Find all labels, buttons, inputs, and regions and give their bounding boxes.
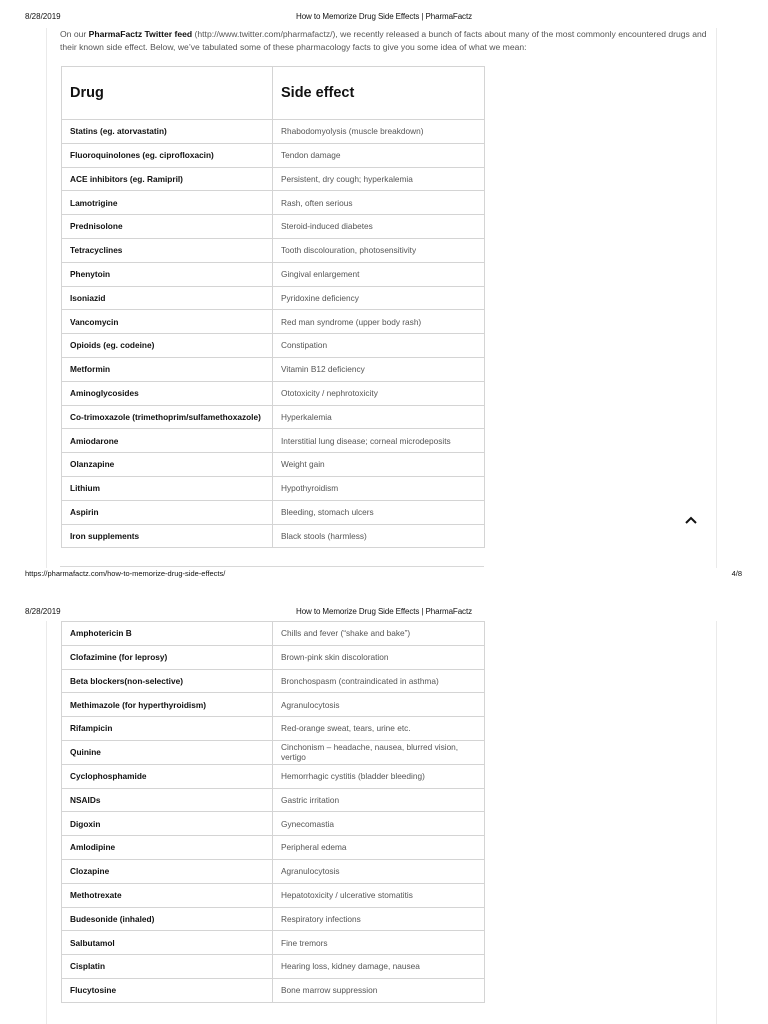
- side-effect-cell: Bone marrow suppression: [273, 978, 485, 1002]
- intro-text-end: (http://www.twitter.com/pharmafactz/), we recently released a bunch of facts about many of the most commonly encountered drugs and their known side effect. Below, we’ve tabulated some of these pharmacology facts to give you some idea of what we mean:: [60, 29, 707, 52]
- content-border-right: [716, 28, 717, 568]
- side-effect-cell: Pyridoxine deficiency: [273, 286, 485, 310]
- drug-name-cell: Amiodarone: [62, 429, 273, 453]
- twitter-feed-link[interactable]: PharmaFactz Twitter feed: [88, 29, 193, 39]
- table-row: [62, 645, 485, 669]
- side-effects-table: [61, 66, 485, 548]
- page-footer: [0, 569, 768, 581]
- print-title: How to Memorize Drug Side Effects | PharmaFactz: [296, 12, 472, 21]
- page-header: [0, 12, 768, 24]
- table-row: [62, 143, 485, 167]
- drug-name-cell: Statins (eg. atorvastatin): [62, 120, 273, 144]
- table-row: [62, 120, 485, 144]
- side-effect-cell: Constipation: [273, 334, 485, 358]
- drug-name-cell: Aspirin: [62, 500, 273, 524]
- table-row: [62, 693, 485, 717]
- side-effect-cell: Gynecomastia: [273, 812, 485, 836]
- side-effect-cell: Bronchospasm (contraindicated in asthma): [273, 669, 485, 693]
- drug-name-cell: Amlodipine: [62, 836, 273, 860]
- drug-name-cell: Flucytosine: [62, 978, 273, 1002]
- page-number: 4/8: [731, 569, 742, 578]
- drug-name-cell: Opioids (eg. codeine): [62, 334, 273, 358]
- table-row: [62, 978, 485, 1002]
- page-gap: [0, 583, 768, 598]
- side-effect-cell: Persistent, dry cough; hyperkalemia: [273, 167, 485, 191]
- side-effect-cell: Chills and fever (“shake and bake”): [273, 622, 485, 646]
- table-row: [62, 859, 485, 883]
- drug-name-cell: Phenytoin: [62, 262, 273, 286]
- drug-name-cell: Lamotrigine: [62, 191, 273, 215]
- side-effect-cell: Black stools (harmless): [273, 524, 485, 548]
- table-row: [62, 262, 485, 286]
- drug-name-cell: ACE inhibitors (eg. Ramipril): [62, 167, 273, 191]
- print-date: 8/28/2019: [25, 12, 61, 21]
- drug-name-cell: Olanzapine: [62, 453, 273, 477]
- side-effect-cell: Interstitial lung disease; corneal microdeposits: [273, 429, 485, 453]
- table-row: [62, 883, 485, 907]
- table-row: [62, 405, 485, 429]
- drug-name-cell: Beta blockers(non-selective): [62, 669, 273, 693]
- side-effect-cell: Respiratory infections: [273, 907, 485, 931]
- content-border-left: [46, 621, 47, 1024]
- side-effect-cell: Vitamin B12 deficiency: [273, 357, 485, 381]
- table-row: [62, 812, 485, 836]
- drug-name-cell: Methotrexate: [62, 883, 273, 907]
- side-effect-cell: Hearing loss, kidney damage, nausea: [273, 955, 485, 979]
- drug-name-cell: Budesonide (inhaled): [62, 907, 273, 931]
- pdf-page-2: [0, 598, 768, 1024]
- side-effect-cell: Gastric irritation: [273, 788, 485, 812]
- page-url: https://pharmafactz.com/how-to-memorize-drug-side-effects/: [25, 569, 226, 578]
- intro-text-start: On our: [60, 29, 89, 39]
- side-effect-cell: Brown-pink skin discoloration: [273, 645, 485, 669]
- drug-name-cell: Digoxin: [62, 812, 273, 836]
- side-effect-cell: Red man syndrome (upper body rash): [273, 310, 485, 334]
- table-row: [62, 167, 485, 191]
- table-row: [62, 524, 485, 548]
- drug-name-cell: Prednisolone: [62, 215, 273, 239]
- drug-name-cell: Co-trimoxazole (trimethoprim/sulfamethoxazole): [62, 405, 273, 429]
- side-effect-cell: Gingival enlargement: [273, 262, 485, 286]
- drug-name-cell: Cisplatin: [62, 955, 273, 979]
- table-row: [62, 764, 485, 788]
- side-effect-cell: Tooth discolouration, photosensitivity: [273, 238, 485, 262]
- side-effect-cell: Steroid-induced diabetes: [273, 215, 485, 239]
- table-row: [62, 740, 485, 764]
- table-row: [62, 453, 485, 477]
- drug-name-cell: Salbutamol: [62, 931, 273, 955]
- table-row: [62, 955, 485, 979]
- side-effect-cell: Agranulocytosis: [273, 859, 485, 883]
- table-row: [62, 717, 485, 741]
- content-border-right: [716, 621, 717, 1024]
- side-effect-cell: Rash, often serious: [273, 191, 485, 215]
- side-effect-cell: Agranulocytosis: [273, 693, 485, 717]
- table-row: [62, 286, 485, 310]
- drug-name-cell: Iron supplements: [62, 524, 273, 548]
- table-row: [62, 836, 485, 860]
- drug-name-cell: Metformin: [62, 357, 273, 381]
- table-row: [62, 500, 485, 524]
- chevron-up-icon[interactable]: [684, 515, 698, 525]
- side-effect-cell: Bleeding, stomach ulcers: [273, 500, 485, 524]
- side-effect-cell: Hypothyroidism: [273, 476, 485, 500]
- side-effect-cell: Ototoxicity / nephrotoxicity: [273, 381, 485, 405]
- drug-name-cell: Aminoglycosides: [62, 381, 273, 405]
- table-row: [62, 788, 485, 812]
- side-effect-cell: Fine tremors: [273, 931, 485, 955]
- column-header-drug: Drug: [62, 67, 273, 120]
- drug-name-cell: Clofazimine (for leprosy): [62, 645, 273, 669]
- drug-name-cell: Cyclophosphamide: [62, 764, 273, 788]
- table-header-row: [62, 67, 485, 120]
- drug-name-cell: Isoniazid: [62, 286, 273, 310]
- content-border-left: [46, 28, 47, 568]
- drug-name-cell: Vancomycin: [62, 310, 273, 334]
- table-row: [62, 215, 485, 239]
- drug-name-cell: Fluoroquinolones (eg. ciprofloxacin): [62, 143, 273, 167]
- table-row: [62, 429, 485, 453]
- side-effect-cell: Hemorrhagic cystitis (bladder bleeding): [273, 764, 485, 788]
- table-row: [62, 622, 485, 646]
- side-effect-cell: Rhabodomyolysis (muscle breakdown): [273, 120, 485, 144]
- side-effect-cell: Red-orange sweat, tears, urine etc.: [273, 717, 485, 741]
- side-effect-cell: Peripheral edema: [273, 836, 485, 860]
- table-row: [62, 357, 485, 381]
- table-row: [62, 907, 485, 931]
- drug-name-cell: Amphotericin B: [62, 622, 273, 646]
- drug-name-cell: Rifampicin: [62, 717, 273, 741]
- table-row: [62, 310, 485, 334]
- page-header: [0, 607, 768, 619]
- table-row: [62, 191, 485, 215]
- table-row: [62, 669, 485, 693]
- drug-name-cell: Lithium: [62, 476, 273, 500]
- drug-name-cell: Tetracyclines: [62, 238, 273, 262]
- drug-name-cell: Quinine: [62, 740, 273, 764]
- side-effect-cell: Weight gain: [273, 453, 485, 477]
- side-effects-table-continued: [61, 621, 485, 1003]
- drug-name-cell: Methimazole (for hyperthyroidism): [62, 693, 273, 717]
- side-effect-cell: Cinchonism – headache, nausea, blurred vision, vertigo: [273, 740, 485, 764]
- table-row: [62, 476, 485, 500]
- table-row: [62, 238, 485, 262]
- side-effect-cell: Tendon damage: [273, 143, 485, 167]
- side-effect-cell: Hyperkalemia: [273, 405, 485, 429]
- drug-name-cell: NSAIDs: [62, 788, 273, 812]
- table-row: [62, 931, 485, 955]
- drug-name-cell: Clozapine: [62, 859, 273, 883]
- side-effect-cell: Hepatotoxicity / ulcerative stomatitis: [273, 883, 485, 907]
- table-row: [62, 334, 485, 358]
- intro-paragraph: [60, 28, 720, 53]
- table-row: [62, 381, 485, 405]
- column-header-side-effect: Side effect: [273, 67, 485, 120]
- print-date: 8/28/2019: [25, 607, 61, 616]
- print-title: How to Memorize Drug Side Effects | PharmaFactz: [296, 607, 472, 616]
- table-bottom-divider: [60, 566, 484, 567]
